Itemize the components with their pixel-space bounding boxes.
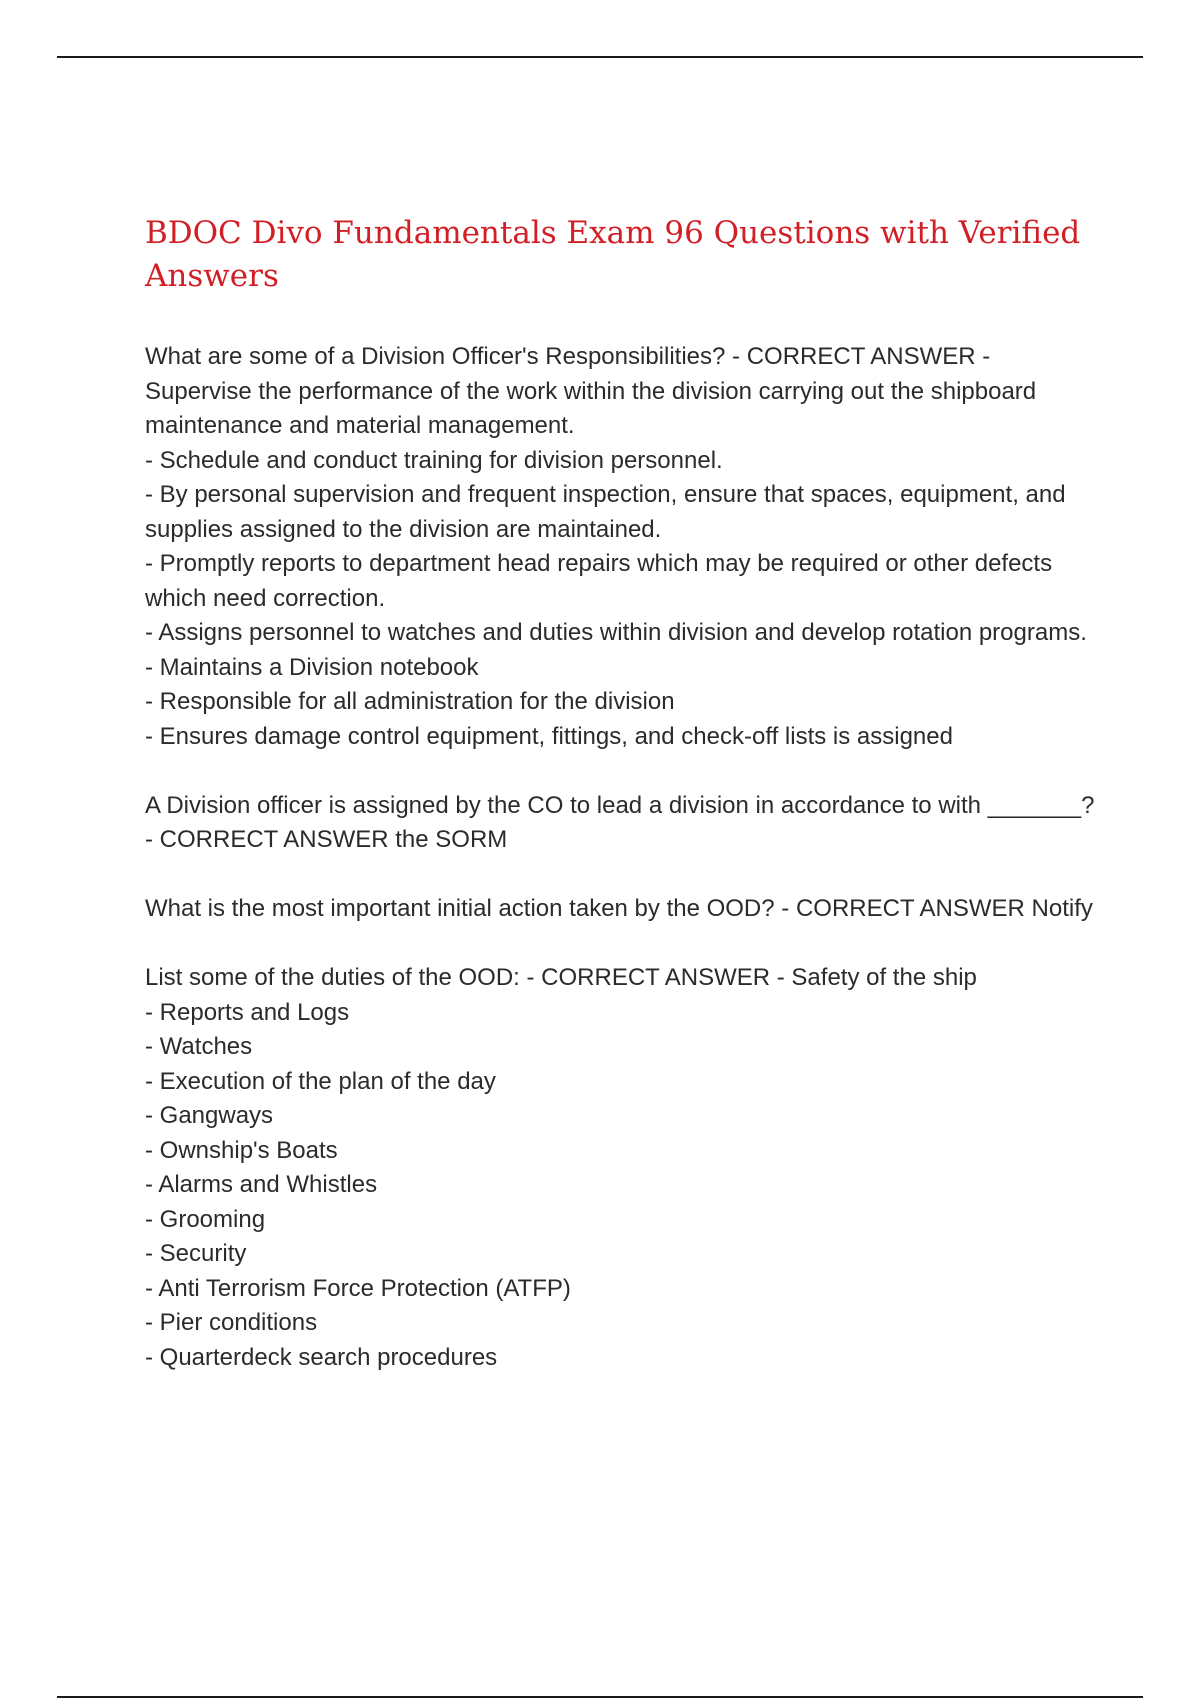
qa-line: - Schedule and conduct training for division personnel.	[145, 446, 723, 474]
header-rule	[57, 56, 1143, 58]
qa-block-3	[145, 892, 1095, 927]
document-body	[145, 212, 1095, 1410]
qa-line: - Maintains a Division notebook	[145, 653, 479, 681]
qa-line: List some of the duties of the OOD: - CORRECT ANSWER - Safety of the ship	[145, 964, 977, 991]
qa-line: - Ownship's Boats	[145, 1136, 338, 1164]
qa-line: - Execution of the plan of the day	[145, 1067, 496, 1095]
qa-line: What is the most important initial action taken by the OOD? - CORRECT ANSWER Notify	[145, 895, 1093, 922]
qa-line: - Ensures damage control equipment, fittings, and check-off lists is assigned	[145, 722, 953, 750]
qa-line: - By personal supervision and frequent inspection, ensure that spaces, equipment, and supplies assigned to the division are maintained.	[145, 481, 1066, 543]
qa-line: A Division officer is assigned by the CO to lead a division in accordance to with _______? - CORRECT ANSWER the SORM	[145, 791, 1095, 853]
qa-line: - Anti Terrorism Force Protection (ATFP)	[145, 1274, 571, 1302]
qa-block-4	[145, 961, 1095, 1375]
qa-line: - Grooming	[145, 1205, 266, 1233]
qa-line: What are some of a Division Officer's Responsibilities? - CORRECT ANSWER - Supervise the performance of the work within the division carrying out the shipboard maintenance and material management.	[145, 343, 1037, 439]
document-title: BDOC Divo Fundamentals Exam 96 Questions with Verified Answers	[145, 215, 1081, 294]
qa-block-1	[145, 340, 1095, 754]
qa-line: - Reports and Logs	[145, 998, 350, 1026]
qa-line: - Promptly reports to department head repairs which may be required or other defects which need correction.	[145, 550, 1053, 612]
qa-line: - Alarms and Whistles	[145, 1171, 378, 1198]
qa-block-2	[145, 789, 1095, 858]
qa-line: - Pier conditions	[145, 1309, 318, 1336]
qa-line: - Gangways	[145, 1102, 274, 1129]
qa-line: - Assigns personnel to watches and duties within division and develop rotation programs.	[145, 619, 1087, 646]
qa-line: - Watches	[145, 1033, 253, 1060]
footer-rule	[57, 1696, 1143, 1698]
qa-line: - Security	[145, 1240, 247, 1267]
qa-line: - Responsible for all administration for the division	[145, 688, 675, 715]
qa-line: - Quarterdeck search procedures	[145, 1343, 498, 1371]
